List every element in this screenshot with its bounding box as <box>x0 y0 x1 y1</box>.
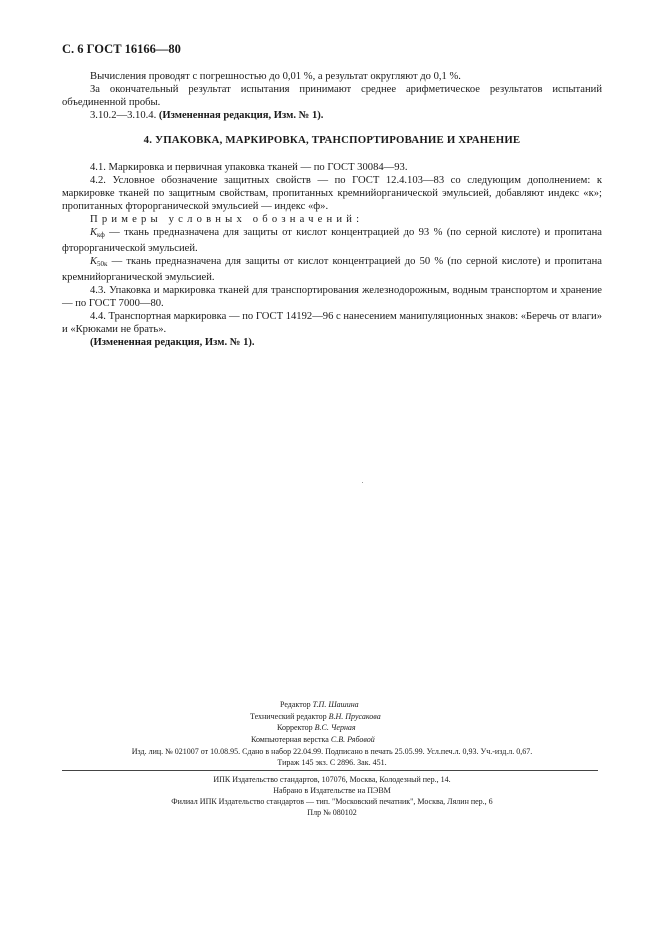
credit-layout: Компьютерная верстка С.В. Рябовой <box>251 734 375 744</box>
publishing-line-1: Изд. лиц. № 021007 от 10.08.95. Сдано в набор 22.04.99. Подписано в печать 25.05.99. Усл.печ.л. 0,93. Уч.-изд.л. 0,67. <box>131 747 533 756</box>
example-2 <box>62 255 602 284</box>
publisher-info <box>62 774 602 818</box>
divider <box>62 770 598 771</box>
credit-editor: Редактор Т.П. Шашина <box>280 700 359 709</box>
publisher-line-2: Набрано в Издательстве на ПЭВМ <box>273 786 391 795</box>
publishing-line-2: Тираж 145 экз. С 2896. Зак. 451. <box>277 758 387 767</box>
paragraph-precision: Вычисления проводят с погрешностью до 0,01 %, а результат округляют до 0,1 %. <box>90 71 461 82</box>
publisher-line-1: ИПК Издательство стандартов, 107076, Москва, Колодезный пер., 14. <box>213 775 451 784</box>
example-1-text: — ткань предназначена для защиты от кислот концентрацией до 93 % (по серной кислоте) и пропитана фторорганической эмульсией. <box>62 227 602 254</box>
paragraph-4-4: 4.4. Транспортная маркировка — по ГОСТ 14192—96 с нанесением манипуляционных знаков: «Беречь от влаги» и «Крюками не брать». <box>62 311 602 335</box>
section-title: 4. УПАКОВКА, МАРКИРОВКА, ТРАНСПОРТИРОВАНИЕ И ХРАНЕНИЕ <box>143 134 521 146</box>
credit-tech-editor: Технический редактор В.Н. Прусакова <box>250 711 381 721</box>
credits-block <box>230 699 470 745</box>
example-1 <box>62 226 602 255</box>
publisher-line-4: Плр № 080102 <box>307 808 357 817</box>
amendment-note: (Измененная редакция, Изм. № 1). <box>158 110 324 121</box>
paragraph-4-2: 4.2. Условное обозначение защитных свойств — по ГОСТ 12.4.103—83 со следующим дополнением: к маркировке тканей по защитным свойствам, пропитанных кремнийорганической эмульсией, добавляют индекс «к»; пропитанных фторорганической эмульсией — индекс «ф». <box>62 175 602 212</box>
paragraph-amendment-3 <box>62 109 602 122</box>
example-2-symbol: К <box>90 256 98 267</box>
example-2-subscript: 50к <box>97 260 108 268</box>
paragraph-final-result: За окончательный результат испытания принимают среднее арифметическое результатов испытаний объединенной пробы. <box>62 84 602 108</box>
document-body <box>62 70 602 349</box>
clause-ref: 3.10.2—3.10.4. <box>90 110 157 121</box>
credit-proofreader: Корректор В.С. Черная <box>277 723 356 732</box>
paragraph-4-1: 4.1. Маркировка и первичная упаковка тканей — по ГОСТ 30084—93. <box>90 162 408 173</box>
page-header: С. 6 ГОСТ 16166—80 <box>62 42 181 56</box>
publisher-line-3: Филиал ИПК Издательство стандартов — тип. "Московский печатник", Москва, Лялин пер., 6 <box>171 797 493 806</box>
paragraph-4-3: 4.3. Упаковка и маркировка тканей для транспортирования железнодорожным, водным транспортом и хранение — по ГОСТ 7000—80. <box>62 285 602 309</box>
example-2-text: — ткань предназначена для защиты от кислот концентрацией до 50 % (по серной кислоте) и пропитана кремнийорганической эмульсией. <box>62 256 602 283</box>
publishing-info <box>62 746 602 768</box>
amendment-note-4: (Измененная редакция, Изм. № 1). <box>90 337 255 348</box>
example-1-subscript: кф <box>97 231 105 239</box>
speck <box>362 482 363 483</box>
example-1-symbol: К <box>90 227 98 238</box>
examples-heading: Примеры условных обозначений: <box>90 214 364 225</box>
